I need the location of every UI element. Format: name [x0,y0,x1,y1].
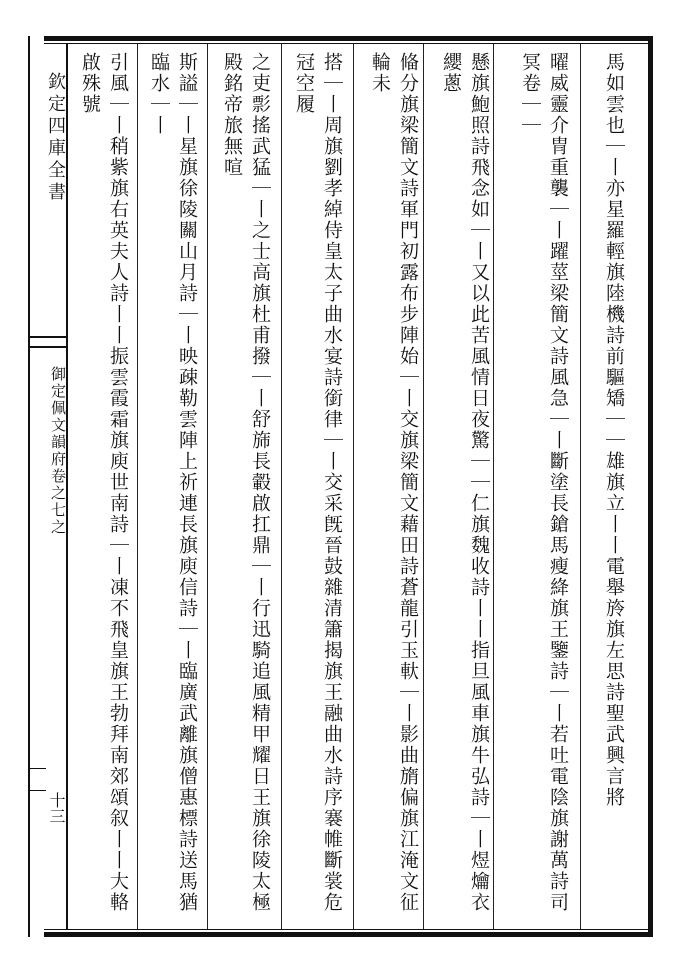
margin-column [44,44,66,929]
page-frame-left [28,36,30,937]
page-number: 十三 [47,792,66,824]
column-text: 曜威靈介冑重襲｜丨躍莖梁簡文詩風急｜丨斷塗長鎗馬瘦絳旗王鑒詩｜丨若吐電陰旗謝萬詩司冥卷｜｜ [519,52,569,913]
text-column-5 [290,52,346,924]
text-column-6 [218,52,274,924]
text-column-1 [586,52,642,924]
page-frame-top [44,36,650,41]
column-text: 搭｜丨周旗劉孝綽侍皇太子曲水宴詩銜律｜丨交采旣晉鼓雜清簫揭旗王融曲水詩序褰帷斷裳危冠空履 [293,52,343,913]
page-frame-right [648,36,653,937]
text-column-2 [516,52,572,924]
page-frame-bottom-inner [44,929,650,930]
column-divider [207,44,208,929]
text-column-7 [145,52,201,924]
column-text: 斯謚｜丨星旗徐陵關山月詩｜丨映疎勒雲陣上祈連長旗庾信詩｜丨臨廣武離旗僧惠標詩送馬猶臨水｜丨 [148,52,198,913]
page-frame-top-inner [44,43,650,44]
column-divider [580,44,581,929]
book-title: 欽定四庫全書 [45,72,66,204]
column-text: 引風｜丨稍紫旗右英夫人詩丨丨振雲霞霜旗庾世南詩｜丨凍不飛皇旗王勃拜南郊頌叙丨丨大輅啟殊號 [79,52,129,913]
column-divider [353,44,354,929]
page-number-rule-bottom [28,790,46,791]
text-column-8 [76,52,132,924]
text-column-3 [437,52,493,924]
column-text: 偹分旗梁簡文詩軍門初露布步陣始｜丨交旗梁簡文藉田詩蒼龍引玉軑｜丨影曲旓偏旗江淹文征輪未 [369,52,419,913]
column-text: 懸旗鮑照詩飛念如｜丨又以此苦風情日夜驚｜｜仁旗魏收詩丨丨指旦風車旗牛弘詩｜丨煜爚衣纓蔥 [440,52,490,913]
page-number-rule-top [28,768,46,769]
column-divider [493,44,494,929]
column-divider [281,44,282,929]
fish-tail-mark-lower [28,346,68,358]
page-frame-bottom [44,932,650,937]
column-text: 之吏彯搖武猛｜丨之士高旗杜甫撥｜丨舒旆長轂啟扛鼎｜丨行迅騎追風精甲耀日王旗徐陵太極殿銘帝旅無喧 [221,52,271,913]
text-column-4 [366,52,422,924]
book-subtitle: 御定佩文韻府卷之七之 [49,366,67,536]
column-divider [423,44,424,929]
column-text: 馬如雲也｜丨亦星羅輕旗陸機詩前驅矯｜｜雄旗立丨丨電舉旍旗左思詩聖武興言將 [603,52,625,808]
column-divider [137,44,138,929]
